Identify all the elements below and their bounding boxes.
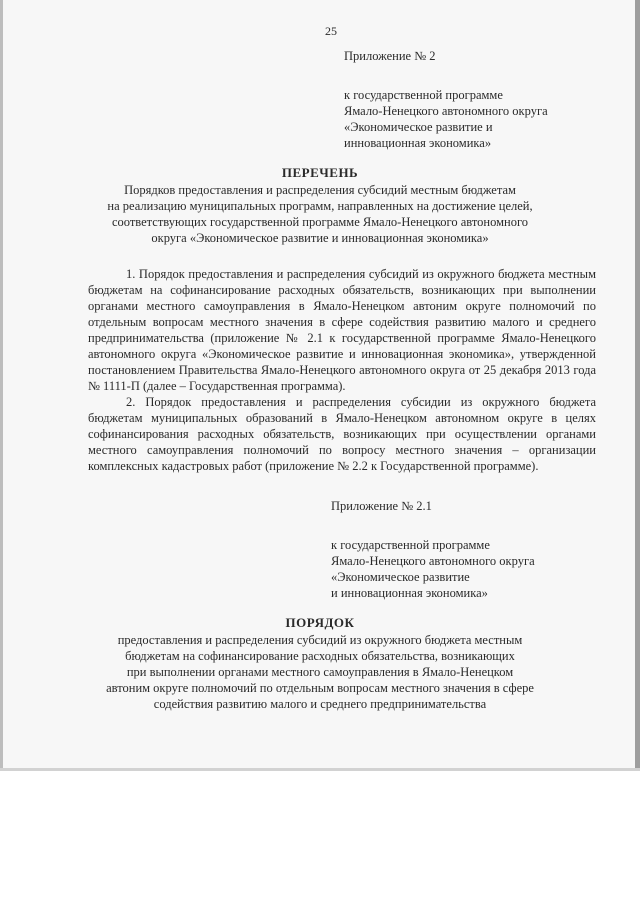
appendix-line: к государственной программе — [344, 88, 503, 102]
subheading-line: автоним округе полномочий по отдельным вопросам местного значения в сфере — [106, 681, 534, 695]
subheading-line: Порядков предоставления и распределения субсидий местным бюджетам — [124, 183, 516, 197]
heading-perechen: ПЕРЕЧЕНЬ — [281, 165, 359, 180]
appendix-line: «Экономическое развитие — [331, 570, 470, 584]
page-bottom-edge — [0, 768, 640, 771]
appendix-line: к государственной программе — [331, 538, 490, 552]
subheading-line: округа «Экономическое развитие и инновационная экономика» — [151, 231, 489, 245]
appendix-line: Ямало-Ненецкого автономного округа — [344, 104, 548, 118]
appendix-line: Ямало-Ненецкого автономного округа — [331, 554, 535, 568]
subheading-line: соответствующих государственной программе Ямало-Ненецкого автономного — [111, 215, 529, 229]
subheading-line: при выполнении органами местного самоуправления в Ямало-Ненецком — [126, 665, 514, 679]
appendix-line: инновационная экономика» — [344, 136, 492, 150]
appendix-line: «Экономическое развитие и — [344, 120, 493, 134]
subheading-line: предоставления и распределения субсидий из окружного бюджета местным — [117, 633, 523, 647]
page-edge-left — [0, 0, 3, 770]
subheading-line: бюджетам на софинансирование расходных обязательства, возникающих — [125, 649, 515, 663]
subheading-perechen — [70, 182, 570, 246]
appendix-block-2-1 — [331, 498, 535, 601]
subheading-poryadok — [70, 632, 570, 712]
body-text — [88, 266, 596, 474]
page-edge-right — [635, 0, 640, 770]
heading-poryadok: ПОРЯДОК — [285, 615, 355, 630]
appendix-block-2 — [344, 48, 548, 151]
subheading-line: на реализацию муниципальных программ, направленных на достижение целей, — [107, 199, 533, 213]
paragraph-2: 2. Порядок предоставления и распределения субсидии из окружного бюджета бюджетам муниципальных образований в Ямало-Ненецком автономном округе в целях софинансирования расходных обязательств, возникающих при осуществлении органами местного самоуправления полномочий по вопросу местного значения – организации комплексных кадастровых работ (приложение № 2.2 к Государственной программе). — [88, 395, 596, 473]
paragraph-1: 1. Порядок предоставления и распределения субсидий из окружного бюджета местным бюджетам на софинансирование расходных обязательств, возникающих при выполнении органами местного самоуправления в Ямало-Ненецком автоним округе полномочий по отдельным вопросам местного значения в сфере содействия развитию малого и среднего предпринимательства (приложение № 2.1 к государственной программе Ямало-Ненецкого автономного округа «Экономическое развитие и инновационная экономика», утвержденной постановлением Правительства Ямало-Ненецкого автономного округа от 25 декабря 2013 года № 1111-П (далее – Государственная программа). — [88, 267, 596, 393]
page-number: 25 — [325, 24, 337, 38]
appendix-title: Приложение № 2.1 — [331, 499, 432, 513]
appendix-title: Приложение № 2 — [344, 49, 436, 63]
subheading-line: содействия развитию малого и среднего предпринимательства — [153, 697, 487, 711]
appendix-line: и инновационная экономика» — [331, 586, 488, 600]
